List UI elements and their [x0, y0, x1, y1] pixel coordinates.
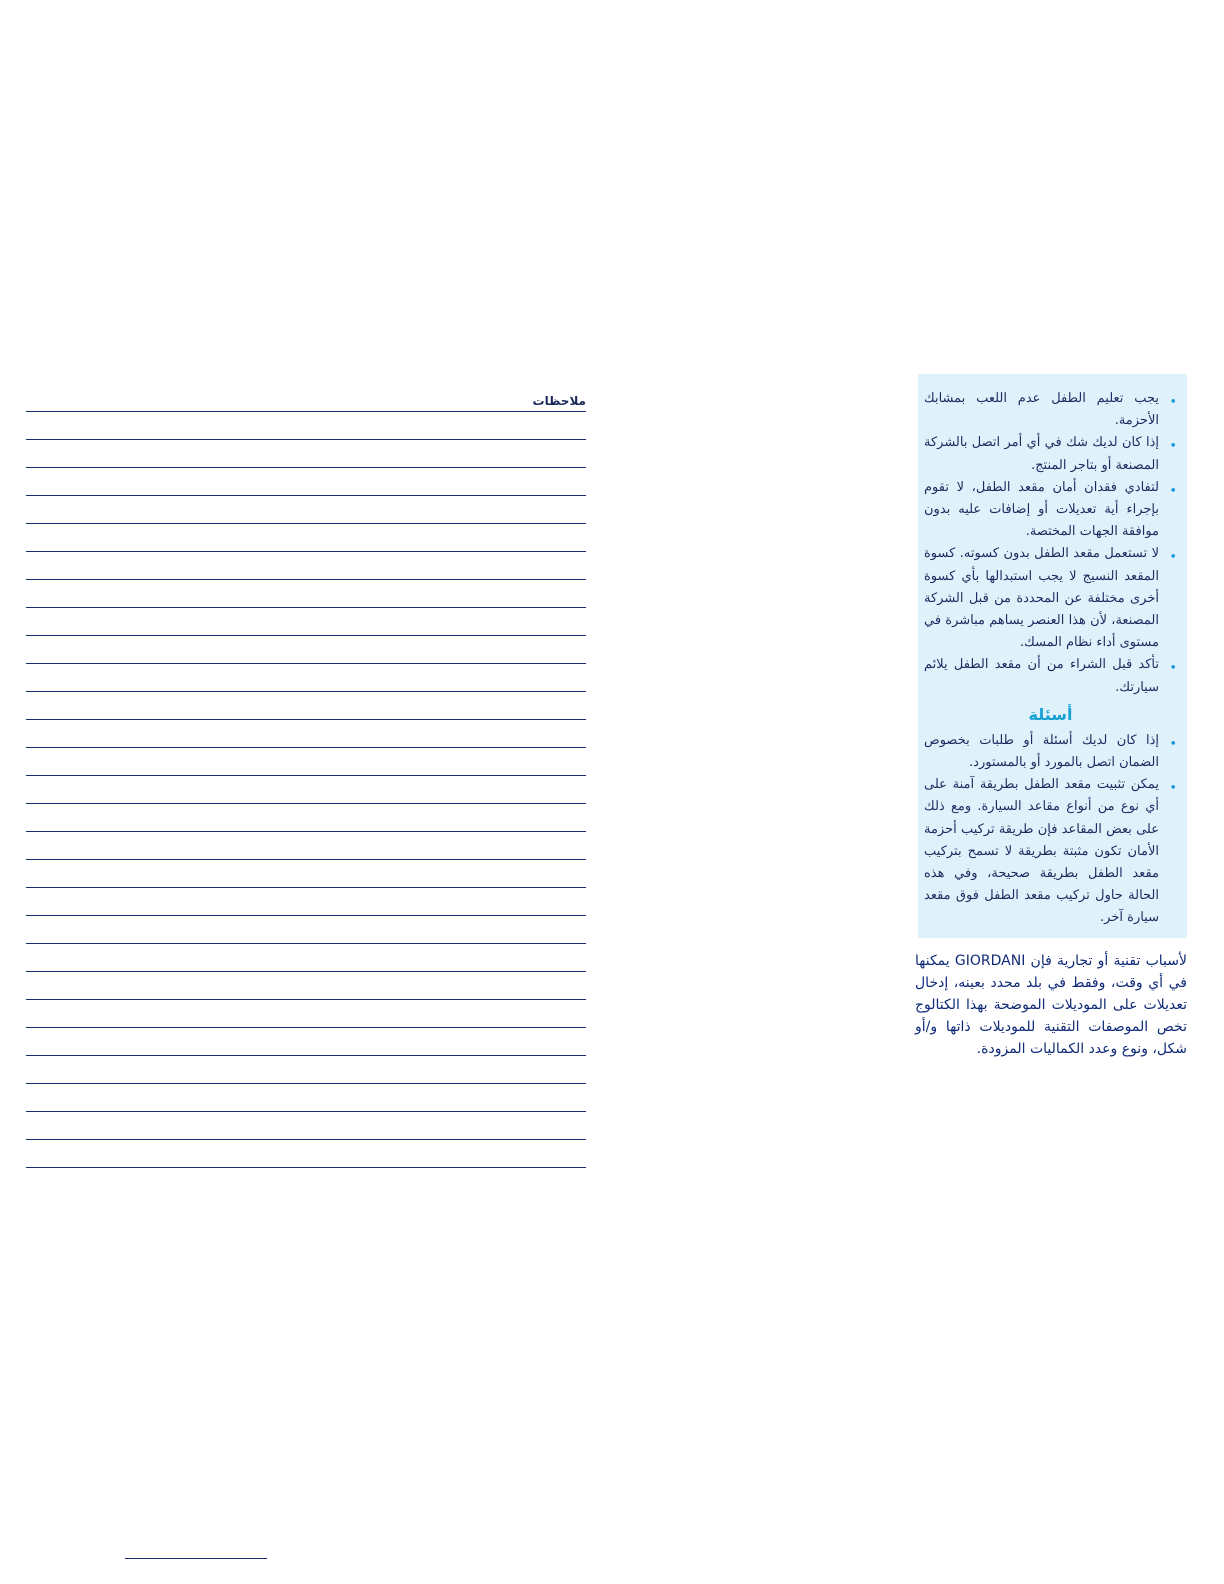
note-line [26, 635, 586, 663]
safety-item [924, 388, 1177, 432]
question-item [924, 730, 1177, 774]
bullet-icon: • [1169, 395, 1177, 410]
bullet-icon: • [1169, 781, 1177, 797]
safety-list [924, 388, 1177, 699]
note-line [26, 1027, 586, 1055]
safety-item [924, 543, 1177, 654]
question-item-text: إذا كان لديك أسئلة أو طلبات بخصوص الضمان اتصل بالمورد أو بالمستورد. [924, 732, 1159, 771]
note-line [26, 607, 586, 635]
note-line [26, 915, 586, 943]
disclaimer-text: لأسباب تقنية أو تجارية فإن GIORDANI يمكنها في أي وقت، وفقط في بلد محدد بعينه، إدخال تعديلات على الموديلات الموضحة بهذا الكتالوج تخص الموصفات التقنية للموديلات ذاتها و/أو شكل، ونوع وعدد الكماليات المزودة. [915, 953, 1187, 1057]
notes-title: ملاحظات [532, 394, 586, 408]
safety-item [924, 654, 1177, 698]
note-line [26, 1167, 586, 1168]
safety-item-text: تأكد قبل الشراء من أن مقعد الطفل يلائم سيارتك. [924, 657, 1159, 695]
note-line [26, 691, 586, 719]
note-line [26, 775, 586, 803]
questions-heading: أسئلة [1028, 704, 1073, 724]
safety-item [924, 432, 1177, 476]
note-line [26, 831, 586, 859]
bullet-icon: • [1169, 736, 1177, 752]
questions-list [924, 730, 1177, 930]
safety-item-text: يجب تعليم الطفل عدم اللعب بمشابك الأحزمة. [924, 391, 1159, 429]
note-line [26, 943, 586, 971]
safety-item [924, 477, 1177, 544]
footer-rule [125, 1558, 267, 1559]
note-line [26, 411, 586, 439]
note-line [26, 467, 586, 495]
note-line [26, 523, 586, 551]
note-line [26, 495, 586, 523]
note-line [26, 1083, 586, 1111]
note-line [26, 747, 586, 775]
safety-item-text: لا تستعمل مقعد الطفل بدون كسوته. كسوة المقعد النسيج لا يجب استبدالها بأي كسوة أخرى مختلفة عن المحددة من قبل الشركة المصنعة، لأن هذا العنصر يساهم مباشرة في مستوى أداء نظام المسك. [924, 546, 1159, 651]
note-line [26, 859, 586, 887]
bullet-icon: • [1169, 439, 1177, 455]
note-line [26, 1139, 586, 1167]
note-line [26, 999, 586, 1027]
notes-lines [26, 411, 586, 1168]
bullet-icon: • [1169, 550, 1177, 566]
note-line [26, 719, 586, 747]
note-line [26, 887, 586, 915]
bullet-icon: • [1169, 483, 1177, 499]
note-line [26, 663, 586, 691]
note-line [26, 1111, 586, 1139]
question-item-text: يمكن تثبيت مقعد الطفل بطريقة آمنة على أي نوع من أنواع مقاعد السيارة. ومع ذلك على بعض المقاعد فإن طريقة تركيب أحزمة الأمان تكون مثبتة بطريقة لا تسمح بتركيب مقعد الطفل بطريقة صحيحة، وفي هذه الحالة حاول تركيب مقعد الطفل فوق مقعد سيارة آخر. [924, 777, 1159, 926]
bullet-icon: • [1169, 661, 1177, 677]
safety-item-text: لتفادي فقدان أمان مقعد الطفل، لا تقوم بإجراء أية تعديلات أو إضافات عليه بدون موافقة الجهات المختصة. [924, 479, 1159, 540]
note-line [26, 971, 586, 999]
note-line [26, 579, 586, 607]
safety-instructions-box [918, 374, 1187, 938]
question-item [924, 774, 1177, 929]
safety-item-text: إذا كان لديك شك في أي أمر اتصل بالشركة المصنعة أو بتاجر المنتج. [924, 435, 1159, 473]
note-line [26, 803, 586, 831]
note-line [26, 1055, 586, 1083]
note-line [26, 439, 586, 467]
note-line [26, 551, 586, 579]
